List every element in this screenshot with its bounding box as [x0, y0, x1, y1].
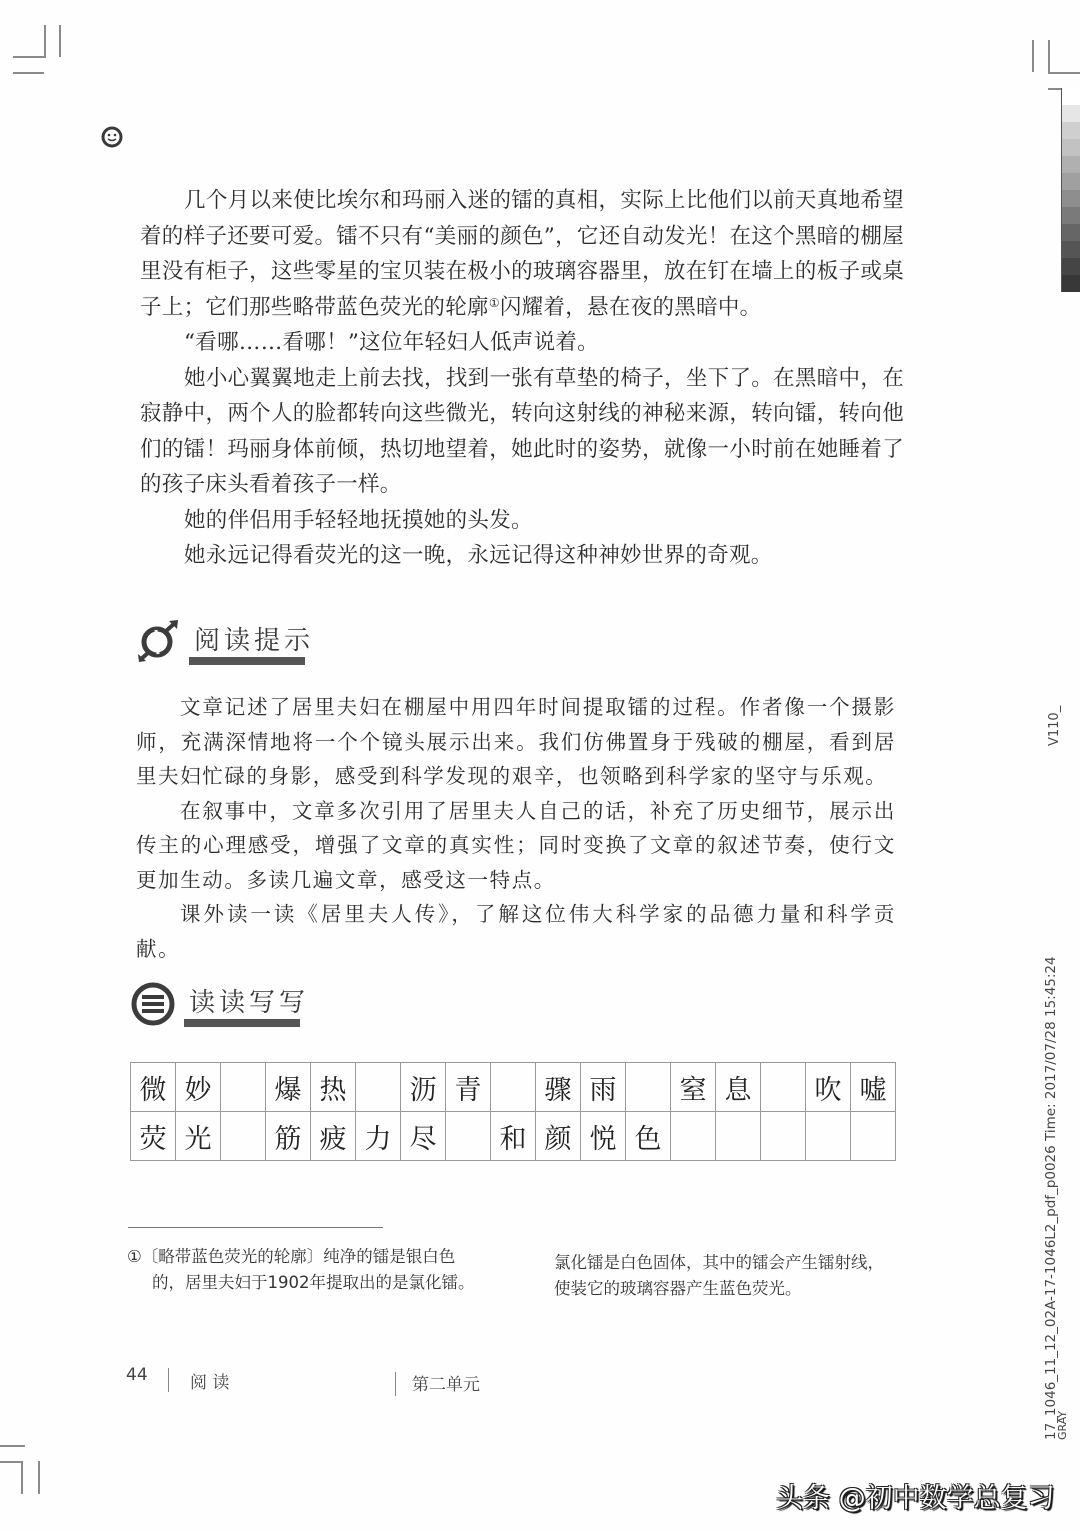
- grid-cell: 爆: [266, 1063, 311, 1112]
- grid-cell: 微: [131, 1063, 176, 1112]
- male-female-symbol-icon: [136, 618, 182, 664]
- footnote-ref[interactable]: ①: [488, 295, 500, 310]
- grid-cell: 疲: [311, 1112, 356, 1161]
- section-underline: [189, 657, 305, 665]
- grid-cell: 嘘: [851, 1063, 896, 1112]
- crop-mark: [13, 72, 44, 74]
- footer-divider: [395, 1372, 396, 1396]
- grid-cell: [491, 1063, 536, 1112]
- section-title: 阅读提示: [194, 626, 315, 656]
- grid-cell: 息: [716, 1063, 761, 1112]
- crop-mark: [1032, 40, 1034, 72]
- crop-mark: [38, 1461, 40, 1494]
- gray-step: [1062, 105, 1080, 122]
- grid-cell: 沥: [401, 1063, 446, 1112]
- grid-cell: [851, 1112, 896, 1161]
- grid-cell: 妙: [176, 1063, 221, 1112]
- gray-step: [1062, 275, 1080, 292]
- grid-cell: [221, 1063, 266, 1112]
- footer-divider: [168, 1368, 169, 1392]
- paragraph: 在叙事中，文章多次引用了居里夫人自己的话，补充了历史细节，展示出传主的心理感受，增强了文章的真实性；同时变换了文章的叙述节奏，使行文更加生动。多读几遍文章，感受这一特点。: [136, 798, 896, 892]
- paragraph: 她的伴侣用手轻轻地抚摸她的头发。: [184, 507, 533, 533]
- gray-scale-calibration-strip: [1061, 88, 1080, 292]
- crop-mark: [1048, 72, 1080, 74]
- paragraph: 几个月以来使比埃尔和玛丽入迷的镭的真相，实际上比他们以前天真地希望着的样子还要可爱。镭不只有“美丽的颜色”，它还自动发光！在这个黑暗的棚屋里没有柜子，这些零星的宝贝装在极小的玻璃容器里，放在钉在墙上的板子或桌子上；它们那些略带蓝色荧光的轮廓①闪耀着，悬在夜的黑暗中。: [140, 188, 904, 320]
- paragraph: 她小心翼翼地走上前去找，找到一张有草垫的椅子，坐下了。在黑暗中，在寂静中，两个人的脸都转向这些微光，转向这射线的神秘来源，转向镭，转向他们的镭！玛丽身体前倾，热切地望着，她此时的姿势，就像一小时前在她睡着了的孩子床头看着孩子一样。: [140, 365, 904, 497]
- grid-cell: [716, 1112, 761, 1161]
- reading-tips-text: [136, 690, 896, 966]
- gray-step: [1062, 156, 1080, 173]
- vocabulary-grid: [130, 1062, 896, 1161]
- grid-row: [131, 1063, 896, 1112]
- grid-cell: [806, 1112, 851, 1161]
- grid-cell: 雨: [581, 1063, 626, 1112]
- grid-cell: [356, 1063, 401, 1112]
- main-article-text: [140, 183, 904, 574]
- paragraph: 她永远记得看荧光的这一晚，永远记得这种神妙世界的奇观。: [184, 543, 773, 568]
- gray-step: [1062, 224, 1080, 241]
- grid-cell: [221, 1112, 266, 1161]
- gray-step: [1062, 190, 1080, 207]
- print-info: 17_1046_11_12_02A-17-1046L2_pdf_p0026 Time: 2017/07/28 15:45:24: [1043, 956, 1059, 1440]
- paragraph: 课外读一读《居里夫人传》，了解这位伟大科学家的品德力量和科学贡献。: [136, 902, 896, 961]
- grid-cell: 光: [176, 1112, 221, 1161]
- crop-mark: [0, 1461, 22, 1463]
- three-lines-circle-icon: [131, 982, 175, 1026]
- grid-cell: 力: [356, 1112, 401, 1161]
- page-number: 44: [126, 1365, 148, 1385]
- version-tag: V110_: [1047, 705, 1062, 746]
- crop-mark: [0, 1445, 25, 1447]
- crop-mark: [1048, 40, 1050, 73]
- gray-step: [1062, 207, 1080, 224]
- grid-cell: [761, 1112, 806, 1161]
- color-mode-label: GRAY: [1056, 1410, 1069, 1440]
- footnote-right: 氯化镭是白色固体，其中的镭会产生镭射线， 使装它的玻璃容器产生蓝色荧光。: [554, 1253, 884, 1298]
- grid-cell: [626, 1063, 671, 1112]
- watermark: 头条 @初中数学总复习: [776, 1483, 1055, 1514]
- grid-cell: 尽: [401, 1112, 446, 1161]
- footer-section-label: 阅 读: [190, 1373, 230, 1393]
- crop-mark: [59, 25, 61, 57]
- grid-cell: 窒: [671, 1063, 716, 1112]
- footnote-divider: [128, 1227, 383, 1228]
- grid-cell: [446, 1112, 491, 1161]
- grid-cell: 青: [446, 1063, 491, 1112]
- grid-row: [131, 1112, 896, 1161]
- grid-cell: 和: [491, 1112, 536, 1161]
- smiley-face-icon: [101, 126, 123, 152]
- gray-step: [1062, 258, 1080, 275]
- grid-cell: 颜: [536, 1112, 581, 1161]
- grid-cell: 骤: [536, 1063, 581, 1112]
- section-title: 读读写写: [189, 988, 310, 1018]
- gray-step: [1062, 241, 1080, 258]
- grid-cell: 荧: [131, 1112, 176, 1161]
- grid-cell: 色: [626, 1112, 671, 1161]
- grid-cell: 热: [311, 1063, 356, 1112]
- crop-mark: [13, 56, 45, 58]
- section-underline: [184, 1019, 300, 1027]
- gray-step: [1062, 122, 1080, 139]
- gray-step: [1062, 173, 1080, 190]
- gray-step: [1062, 88, 1080, 105]
- crop-mark: [44, 25, 46, 58]
- grid-cell: 悦: [581, 1112, 626, 1161]
- footnote-left: ①〔略带蓝色荧光的轮廓〕纯净的镭是银白色 的，居里夫妇于1902年提取出的是氯化镭。: [127, 1247, 475, 1292]
- grid-cell: [761, 1063, 806, 1112]
- footer-unit-label: 第二单元: [412, 1375, 480, 1395]
- gray-step: [1062, 139, 1080, 156]
- paragraph: “看哪……看哪！”这位年轻妇人低声说着。: [184, 330, 599, 355]
- grid-cell: 吹: [806, 1063, 851, 1112]
- crop-mark: [21, 1461, 23, 1494]
- paragraph: 文章记述了居里夫妇在棚屋中用四年时间提取镭的过程。作者像一个摄影师，充满深情地将一个个镜头展示出来。我们仿佛置身于残破的棚屋，看到居里夫妇忙碌的身影，感受到科学发现的艰辛，也领略到科学家的坚守与乐观。: [136, 695, 896, 788]
- grid-cell: [671, 1112, 716, 1161]
- grid-cell: 筋: [266, 1112, 311, 1161]
